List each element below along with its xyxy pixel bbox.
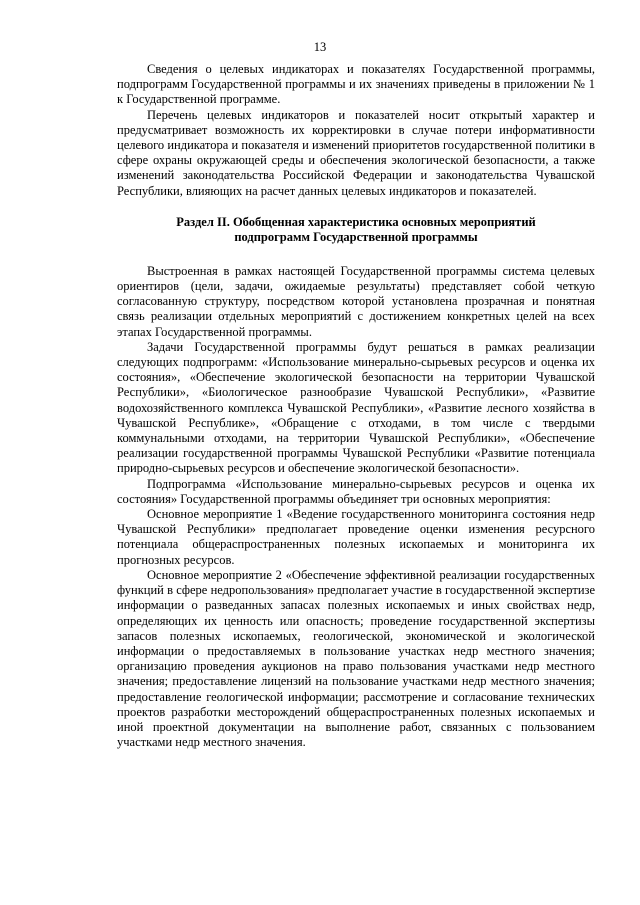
section-heading-line: Раздел II. Обобщенная характеристика основных мероприятий: [176, 214, 536, 229]
paragraph: Основное мероприятие 1 «Ведение государственного мониторинга состояния недр Чувашской Республики» предполагает проведение оценки изменения ресурсного потенциала общераспространенных полезных ископаемых и мониторинга их прогнозных ресурсов.: [117, 507, 595, 567]
paragraph: Основное мероприятие 2 «Обеспечение эффективной реализации государственных функций в сфере недропользования» предполагает участие в государственной экспертизе информации о разведанных запасах полезных ископаемых и иных свойствах недр, определяющих их ценность или опасность; проведение государственной экспертизы запасов полезных ископаемых, геологической, экономической и экологической информации о предоставляемых в пользование участках недр местного значения; организацию проведения аукционов на право пользования участками недр местного значения; предоставление лицензий на пользование участками недр местного значения; предоставление геологической информации; рассмотрение и согласование технических проектов разработки месторождений общераспространенных полезных ископаемых и иной проектной документации на выполнение работ, связанных с пользованием участками недр местного значения.: [117, 567, 595, 750]
paragraph: Подпрограмма «Использование минерально-сырьевых ресурсов и оценка их состояния» Государственной программы объединяет три основных мероприятия:: [117, 476, 595, 506]
section-heading: [117, 215, 595, 246]
paragraph: Выстроенная в рамках настоящей Государственной программы система целевых ориентиров (цели, задачи, ожидаемые результаты) представляет собой четкую согласованную структуру, посредством которой установлена прозрачная и понятная связь реализации отдельных мероприятий с достижением конкретных целей на всех этапах Государственной программы.: [117, 263, 595, 339]
document-body: [117, 62, 595, 750]
section-heading-line: подпрограмм Государственной программы: [234, 230, 478, 245]
paragraph: Сведения о целевых индикаторах и показателях Государственной программы, подпрограмм Государственной программы и их значениях приведены в приложении № 1 к Государственной программе.: [117, 62, 595, 107]
page-number: 13: [313, 40, 327, 54]
paragraph: Задачи Государственной программы будут решаться в рамках реализации следующих подпрограмм: «Использование минерально-сырьевых ресурсов и оценка их состояния», «Обеспечение экологической безопасности на территории Чувашской Республики», «Биологическое разнообразие Чувашской Республики», «Развитие водохозяйственного комплекса Чувашской Республики», «Развитие лесного хозяйства в Чувашской Республике», «Обращение с отходами, в том числе с твердыми коммунальными отходами, на территории Чувашской Республики», «Обеспечение реализации государственной программы Чувашской Республики «Развитие потенциала природно-сырьевых ресурсов и обеспечение экологической безопасности».: [117, 339, 595, 476]
paragraph: Перечень целевых индикаторов и показателей носит открытый характер и предусматривает возможность их корректировки в случае потери информативности целевого индикатора и показателя и изменений приоритетов государственной политики в сфере охраны окружающей среды и обеспечения экологической безопасности, а также изменений законодательства Российской Федерации и законодательства Чувашской Республики, влияющих на расчет данных целевых индикаторов и показателей.: [117, 107, 595, 198]
